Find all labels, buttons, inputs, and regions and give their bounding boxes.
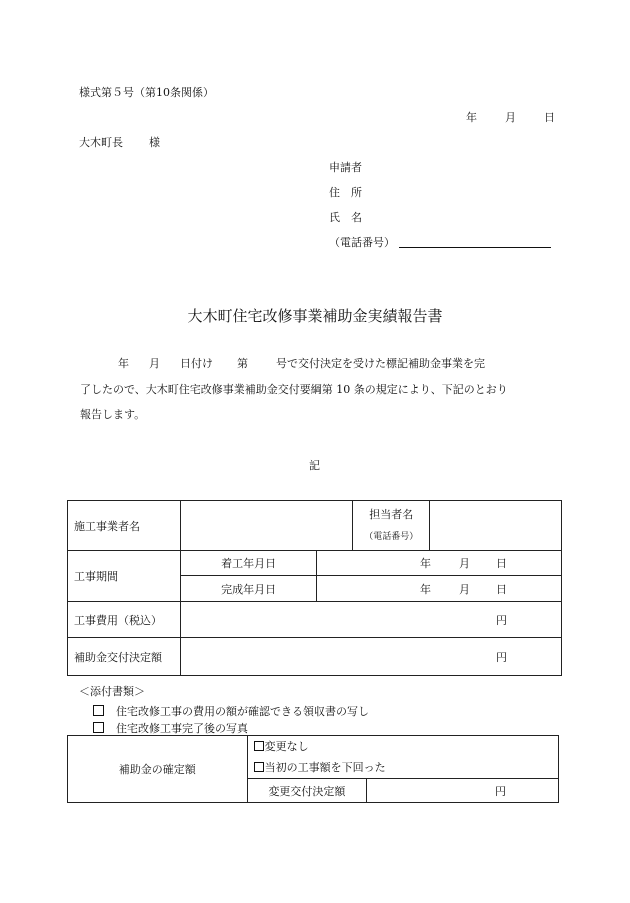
checkbox-icon[interactable] bbox=[93, 705, 104, 716]
report-table bbox=[67, 500, 562, 676]
date-line bbox=[466, 109, 555, 125]
option-no-change-label: 変更なし bbox=[264, 740, 309, 754]
checkbox-icon[interactable] bbox=[254, 762, 264, 772]
start-year: 年 bbox=[420, 557, 431, 570]
body-number-prefix: 第 bbox=[237, 357, 248, 370]
start-label: 着工年月日 bbox=[180, 551, 317, 576]
option-below-label: 当初の工事額を下回った bbox=[264, 761, 386, 775]
checkbox-icon[interactable] bbox=[93, 722, 104, 733]
person-cell bbox=[353, 501, 430, 551]
applicant-name-label: 氏 名 bbox=[329, 211, 362, 224]
body-month: 月 bbox=[149, 357, 160, 370]
attachment-item-label: 住宅改修工事の費用の額が確認できる領収書の写し bbox=[116, 705, 369, 718]
applicant-phone bbox=[329, 234, 551, 250]
end-month: 月 bbox=[459, 582, 470, 596]
addressee-name: 大木町長 bbox=[79, 136, 123, 149]
subsidy-label: 補助金交付決定額 bbox=[68, 638, 181, 676]
start-month: 月 bbox=[459, 557, 470, 570]
period-label: 工事期間 bbox=[68, 551, 181, 602]
person-phone-label: （電話番号） bbox=[364, 531, 419, 542]
confirm-label: 補助金の確定額 bbox=[68, 736, 248, 803]
applicant-label: 申請者 bbox=[329, 161, 362, 174]
person-label: 担当者名 bbox=[369, 507, 414, 521]
body-line-3: 報告します。 bbox=[80, 408, 146, 421]
cost-row bbox=[68, 602, 562, 638]
checkbox-icon[interactable] bbox=[254, 741, 264, 751]
subsidy-value[interactable] bbox=[180, 638, 561, 676]
cost-label: 工事費用（税込） bbox=[68, 602, 181, 638]
person-value[interactable] bbox=[430, 501, 562, 551]
phone-underline bbox=[399, 235, 551, 248]
contractor-label: 施工事業者名 bbox=[68, 501, 181, 551]
start-day: 日 bbox=[496, 557, 507, 570]
attachment-item-label: 住宅改修工事完了後の写真 bbox=[116, 722, 248, 735]
body-line-1 bbox=[118, 355, 485, 371]
applicant-phone-label: （電話番号） bbox=[329, 236, 395, 249]
date-month: 月 bbox=[505, 111, 516, 124]
changed-amount-value[interactable] bbox=[367, 779, 559, 803]
body-line1-rest: 号で交付決定を受けた標記補助金事業を完 bbox=[276, 357, 485, 370]
confirm-table bbox=[67, 735, 559, 803]
confirm-row-1 bbox=[68, 736, 559, 757]
end-label: 完成年月日 bbox=[180, 576, 317, 602]
subsidy-yen: 円 bbox=[496, 650, 507, 664]
option-below[interactable] bbox=[247, 757, 558, 779]
attachments-heading: ＜添付書類＞ bbox=[79, 685, 145, 698]
addressee-honorific: 様 bbox=[149, 136, 160, 149]
end-year: 年 bbox=[420, 582, 431, 596]
changed-amount-label: 変更交付決定額 bbox=[247, 779, 367, 803]
body-line-2: 了したので、大木町住宅改修事業補助金交付要綱第 10 条の規定により、下記のとおり bbox=[80, 383, 508, 396]
changed-amount-yen: 円 bbox=[495, 784, 506, 798]
subsidy-row bbox=[68, 638, 562, 676]
ki-label: 記 bbox=[309, 459, 320, 472]
form-number: 様式第５号（第10条関係） bbox=[79, 86, 214, 99]
option-no-change[interactable] bbox=[247, 736, 558, 757]
contractor-row bbox=[68, 501, 562, 551]
date-day: 日 bbox=[544, 111, 555, 124]
applicant-address-label: 住 所 bbox=[329, 186, 362, 199]
attachment-item bbox=[93, 720, 248, 736]
cost-value[interactable] bbox=[180, 602, 561, 638]
cost-yen: 円 bbox=[496, 613, 507, 627]
addressee bbox=[79, 134, 160, 150]
attachment-item bbox=[93, 703, 369, 719]
body-year: 年 bbox=[118, 357, 129, 370]
page-title: 大木町住宅改修事業補助金実績報告書 bbox=[187, 307, 443, 325]
body-date-suffix: 日付け bbox=[180, 357, 213, 370]
end-date-value[interactable] bbox=[317, 576, 562, 602]
contractor-value[interactable] bbox=[180, 501, 353, 551]
end-day: 日 bbox=[496, 582, 507, 596]
date-year: 年 bbox=[466, 111, 477, 124]
start-date-value[interactable] bbox=[317, 551, 562, 576]
start-row bbox=[68, 551, 562, 576]
